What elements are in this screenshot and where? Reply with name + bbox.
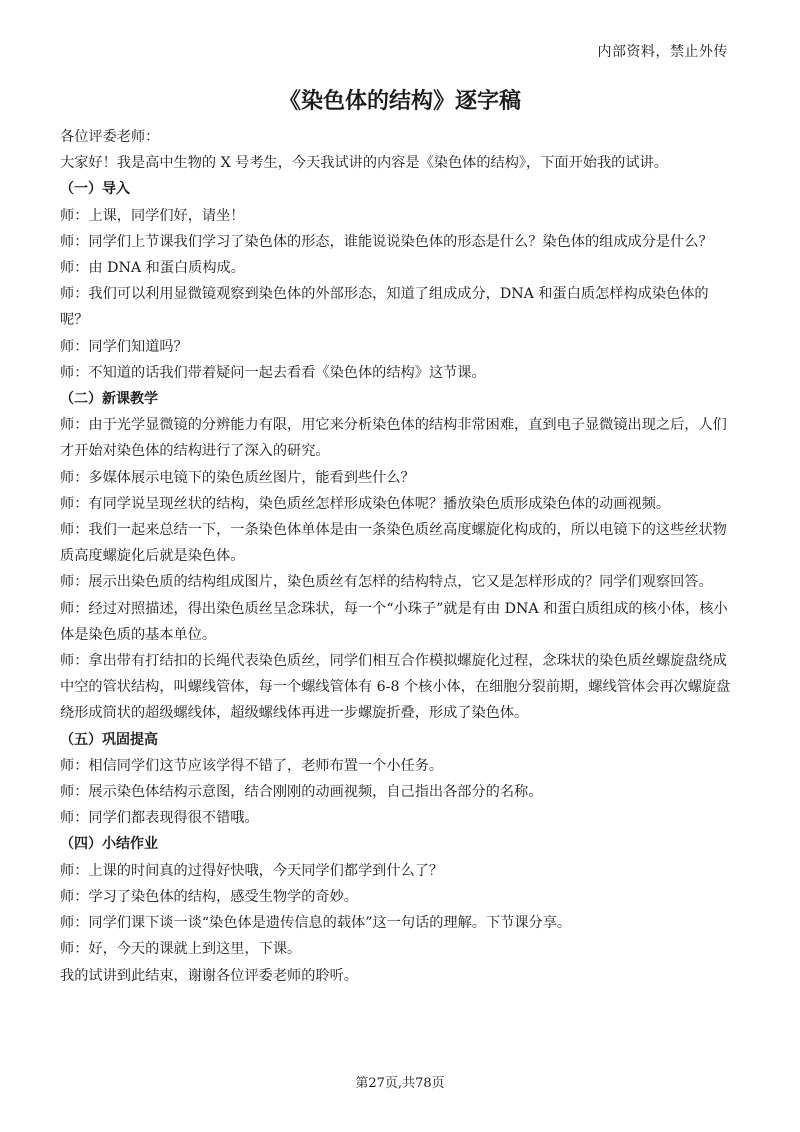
paragraph: 师：好，今天的课就上到这里，下课。 xyxy=(60,941,302,958)
paragraph: 师：同学们课下谈一谈“染色体是遗传信息的载体”这一句话的理解。下节课分享。 xyxy=(60,915,572,932)
paragraph: 师：多媒体展示电镜下的染色质丝图片，能看到些什么？ xyxy=(60,469,415,486)
section-heading: （二）新课教学 xyxy=(60,391,158,408)
paragraph: 师：同学们都表现得很不错哦。 xyxy=(60,810,259,827)
document-body xyxy=(60,124,736,989)
paragraph: 师：展示出染色质的结构组成图片，染色质丝有怎样的结构特点，它又是怎样形成的？同学们观察回答。 xyxy=(60,574,713,591)
paragraph: 师：不知道的话我们带着疑问一起去看看《染色体的结构》这节课。 xyxy=(60,364,486,381)
paragraph: 师：相信同学们这节应该学得不错了，老师布置一个小任务。 xyxy=(60,757,444,774)
page-number: 第27页,共78页 xyxy=(355,1076,445,1091)
paragraph: 我的试讲到此结束，谢谢各位评委老师的聆听。 xyxy=(60,967,358,984)
paragraph: 师：我们可以利用显微镜观察到染色体的外部形态，知道了组成成分，DNA 和蛋白质怎样构成染色体的呢？ xyxy=(60,286,709,329)
section-heading: （一）导入 xyxy=(60,181,130,198)
paragraph: 师：由于光学显微镜的分辨能力有限，用它来分析染色体的结构非常困难，直到电子显微镜出现之后，人们才开始对染色体的结构进行了深入的研究。 xyxy=(60,417,727,460)
paragraph: 师：拿出带有打结扣的长绳代表染色质丝，同学们相互合作模拟螺旋化过程，念珠状的染色质丝螺旋盘绕成中空的管状结构，叫螺线管体，每一个螺线管体有 6-8 个核小体，在细胞分裂前期，螺线管体会再次螺旋盘绕形成筒状的超级螺线体，超级螺线体再进一步螺旋折叠，形成了染色体。 xyxy=(60,653,731,722)
paragraph: 师：上课的时间真的过得好快哦，今天同学们都学到什么了？ xyxy=(60,862,444,879)
paragraph: 各位评委老师： xyxy=(60,129,160,145)
paragraph: 师：学习了染色体的结构，感受生物学的奇妙。 xyxy=(60,888,358,905)
section-heading: （五）巩固提高 xyxy=(60,731,158,748)
paragraph: 师：同学们知道吗？ xyxy=(60,338,188,355)
document-title: 《染色体的结构》逐字稿 xyxy=(278,89,521,114)
paragraph: 师：我们一起来总结一下，一条染色体单体是由一条染色质丝高度螺旋化构成的，所以电镜下的这些丝状物质高度螺旋化后就是染色体。 xyxy=(60,522,727,565)
paragraph: 师：上课，同学们好，请坐！ xyxy=(60,207,245,224)
paragraph: 师：有同学说呈现丝状的结构，染色质丝怎样形成染色体呢？播放染色质形成染色体的动画视频。 xyxy=(60,495,671,512)
section-heading: （四）小结作业 xyxy=(60,836,158,853)
paragraph: 大家好！我是高中生物的 X 号考生，今天我试讲的内容是《染色体的结构》，下面开始我的试讲。 xyxy=(60,155,668,172)
paragraph: 师：经过对照描述，得出染色质丝呈念珠状，每一个“小珠子”就是有由 DNA 和蛋白质组成的核小体，核小体是染色质的基本单位。 xyxy=(60,600,728,643)
confidential-notice: 内部资料，禁止外传 xyxy=(597,44,728,60)
paragraph: 师：同学们上节课我们学习了染色体的形态，谁能说说染色体的形态是什么？染色体的组成成分是什么？ xyxy=(60,233,713,250)
paragraph: 师：由 DNA 和蛋白质构成。 xyxy=(60,260,245,277)
paragraph: 师：展示染色体结构示意图，结合刚刚的动画视频，自己指出各部分的名称。 xyxy=(60,784,543,801)
